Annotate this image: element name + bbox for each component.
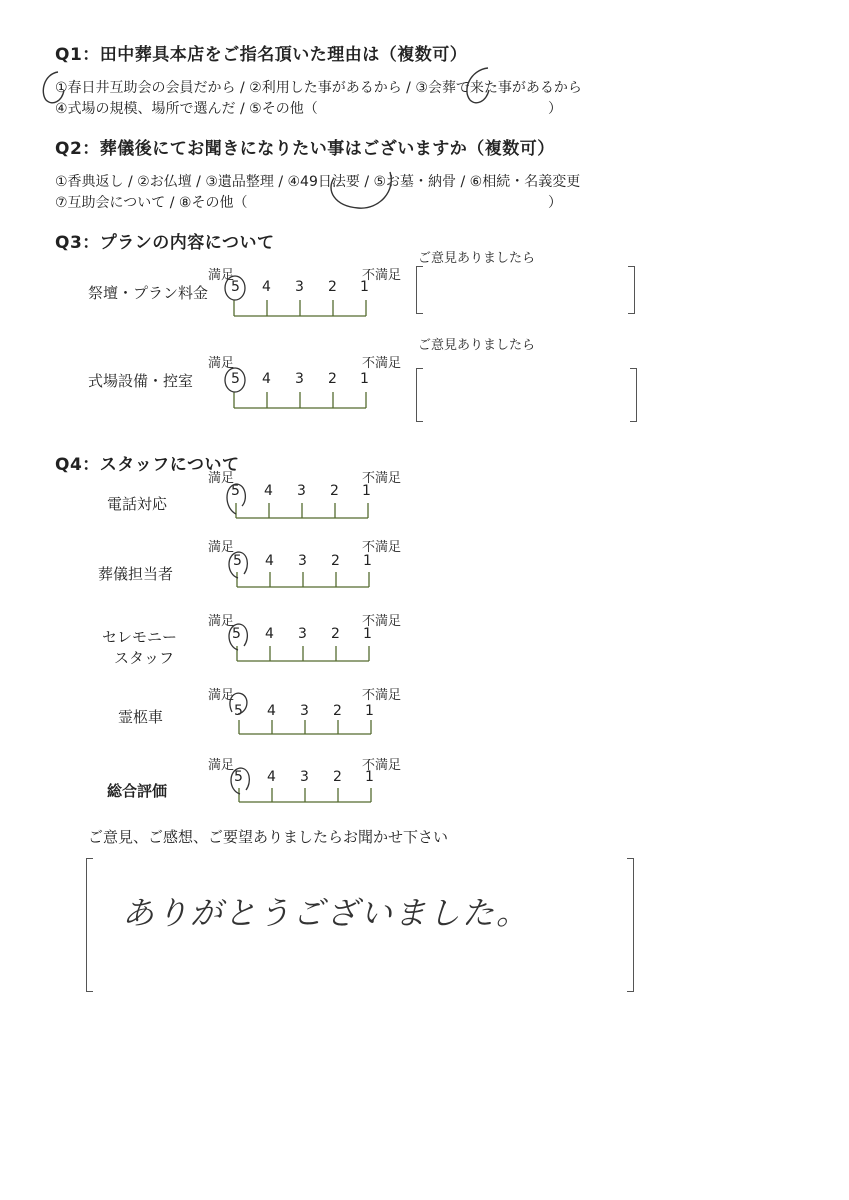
q4-item3-score-5[interactable]: 5	[232, 626, 241, 642]
q4-item2-satisfied: 満足	[208, 540, 235, 555]
q3-item1-score-3[interactable]: 3	[295, 279, 304, 295]
q3-item2-score-5[interactable]: 5	[231, 371, 240, 387]
q4-item4-score-5[interactable]: 5	[234, 703, 243, 719]
q4-item1-score-2[interactable]: 2	[330, 483, 339, 499]
q4-item1-score-5[interactable]: 5	[231, 483, 240, 499]
q4-item3-label: セレモニー	[102, 628, 178, 646]
q4-item5-score-5[interactable]: 5	[234, 769, 243, 785]
q1-title: Q1：田中葬具本店をご指名頂いた理由は（複数可）	[55, 45, 468, 65]
q2-title: Q2：葬儀後にてお聞きになりたい事はございますか（複数可）	[55, 139, 555, 159]
feedback-bracket-left	[86, 858, 93, 992]
q2-options-line2: ⑦互助会について / ⑧その他（	[55, 195, 248, 211]
q3-item2-score-4[interactable]: 4	[262, 371, 271, 387]
q4-item3-score-1[interactable]: 1	[363, 626, 372, 642]
q3-item1-score-4[interactable]: 4	[262, 279, 271, 295]
q4-item4-satisfied: 満足	[208, 688, 235, 703]
q4-item3-label-line2: スタッフ	[114, 649, 175, 667]
q4-item4-score-1[interactable]: 1	[365, 703, 374, 719]
q4-item5-label: 総合評価	[107, 782, 168, 800]
q2-other-close: ）	[548, 195, 562, 211]
q4-title: Q4：スタッフについて	[55, 455, 240, 475]
q4-item5-score-1[interactable]: 1	[365, 769, 374, 785]
q4-item4-unsatisfied: 不満足	[362, 688, 402, 703]
feedback-bracket-right	[627, 858, 634, 992]
q4-item4-score-4[interactable]: 4	[267, 703, 276, 719]
q2-options-line1: ①香典返し / ②お仏壇 / ③遺品整理 / ④49日法要 / ⑤お墓・納骨 / ⑥相続・名義変更	[55, 174, 581, 190]
q3-item1-comment-label: ご意見ありましたら	[418, 251, 536, 266]
q4-item4-score-2[interactable]: 2	[333, 703, 342, 719]
feedback-handwritten-text[interactable]: ありがとうございました。	[122, 894, 531, 932]
q3-item1-score-2[interactable]: 2	[328, 279, 337, 295]
q3-item2-score-3[interactable]: 3	[295, 371, 304, 387]
q3-item1-score-1[interactable]: 1	[360, 279, 369, 295]
q3-item2-unsatisfied: 不満足	[362, 356, 402, 371]
q4-item3-unsatisfied: 不満足	[362, 614, 402, 629]
q4-item1-score-4[interactable]: 4	[264, 483, 273, 499]
q1-other-close: ）	[548, 101, 562, 117]
q4-item2-score-4[interactable]: 4	[265, 553, 274, 569]
q3-item2-comment-label: ご意見ありましたら	[418, 338, 536, 353]
q4-item5-score-4[interactable]: 4	[267, 769, 276, 785]
q4-item5-satisfied: 満足	[208, 758, 235, 773]
q3-title: Q3：プランの内容について	[55, 233, 275, 253]
q3-item1-unsatisfied: 不満足	[362, 268, 402, 283]
q4-item4-score-3[interactable]: 3	[300, 703, 309, 719]
q4-item3-score-4[interactable]: 4	[265, 626, 274, 642]
q3-item2-score-1[interactable]: 1	[360, 371, 369, 387]
q3-item1-satisfied: 満足	[208, 268, 235, 283]
q4-item3-score-2[interactable]: 2	[331, 626, 340, 642]
q4-item3-satisfied: 満足	[208, 614, 235, 629]
q4-item1-score-3[interactable]: 3	[297, 483, 306, 499]
q3-item2-label: 式場設備・控室	[88, 372, 194, 390]
q4-item2-unsatisfied: 不満足	[362, 540, 402, 555]
q4-item5-unsatisfied: 不満足	[362, 758, 402, 773]
q4-item4-label: 霊柩車	[118, 708, 164, 726]
q1-options-line2: ④式場の規模、場所で選んだ / ⑤その他（	[55, 101, 318, 117]
feedback-prompt: ご意見、ご感想、ご要望ありましたらお聞かせ下さい	[88, 828, 449, 846]
q4-item2-score-1[interactable]: 1	[363, 553, 372, 569]
q4-item5-score-2[interactable]: 2	[333, 769, 342, 785]
q3-item2-score-2[interactable]: 2	[328, 371, 337, 387]
q4-item3-score-3[interactable]: 3	[298, 626, 307, 642]
q3-item2-satisfied: 満足	[208, 356, 235, 371]
q4-item2-score-3[interactable]: 3	[298, 553, 307, 569]
q4-item1-score-1[interactable]: 1	[362, 483, 371, 499]
q1-options-line1: ①春日井互助会の会員だから / ②利用した事があるから / ③会葬で来た事があるから	[55, 80, 582, 96]
q4-item2-score-5[interactable]: 5	[233, 553, 242, 569]
q3-item1-label: 祭壇・プラン料金	[88, 284, 209, 302]
q4-item1-label: 電話対応	[107, 495, 168, 513]
q4-item5-score-3[interactable]: 3	[300, 769, 309, 785]
q4-item1-unsatisfied: 不満足	[362, 471, 402, 486]
q4-item2-score-2[interactable]: 2	[331, 553, 340, 569]
q3-item1-score-5[interactable]: 5	[231, 279, 240, 295]
q4-item2-label: 葬儀担当者	[98, 565, 174, 583]
q4-item1-satisfied: 満足	[208, 471, 235, 486]
